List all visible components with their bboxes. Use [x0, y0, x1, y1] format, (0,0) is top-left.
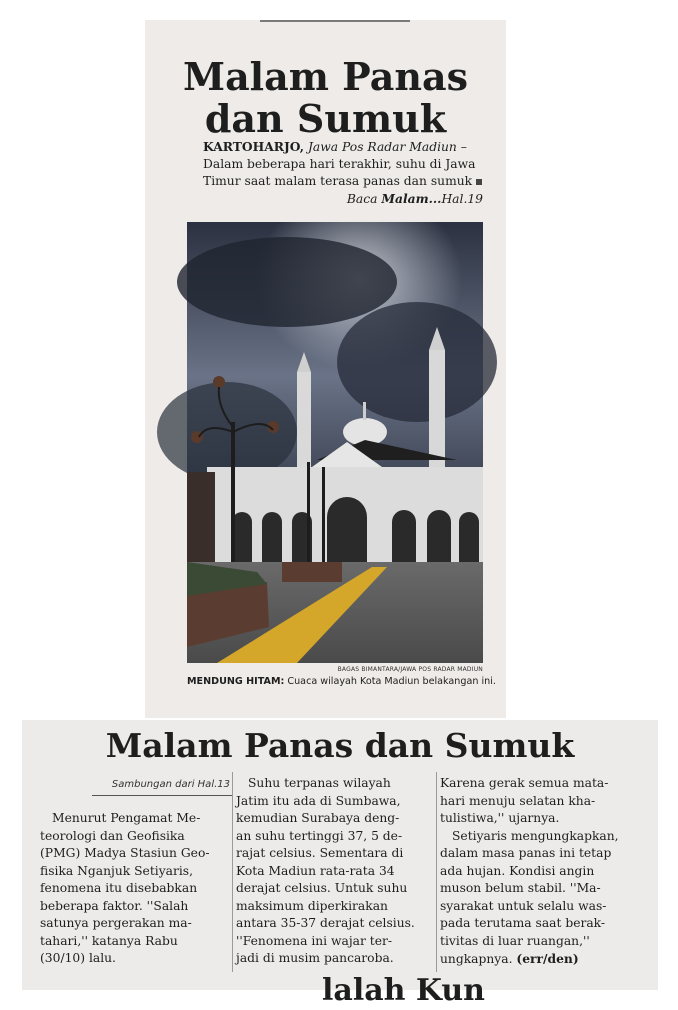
continuation-clipping — [22, 720, 658, 1008]
col3-line: Karena gerak semua mata- — [440, 776, 609, 790]
mosque-photo — [187, 222, 483, 663]
col3-line: dalam masa panas ini tetap — [440, 846, 612, 860]
lead-line-3: Timur saat malam terasa panas dan sumuk — [203, 174, 473, 188]
column-divider-1 — [232, 772, 233, 972]
continued-from-rule — [92, 795, 232, 796]
col3-line: hari menuju selatan kha- — [440, 793, 596, 808]
article-column-2 — [236, 775, 441, 968]
col1-line: fenomena itu disebabkan — [40, 881, 198, 895]
col3-line: ada hujan. Kondisi angin — [440, 863, 595, 878]
photo-credit: BAGAS BIMANTARA/JAWA POS RADAR MADIUN — [337, 666, 483, 673]
caption-text: Cuaca wilayah Kota Madiun belakangan ini. — [287, 676, 496, 687]
col2-line: derajat celsius. Untuk suhu — [236, 881, 408, 895]
continuation-headline: Malam Panas dan Sumuk — [105, 726, 575, 765]
front-page-clipping — [145, 20, 506, 718]
lead-paragraph — [203, 138, 483, 208]
end-square-icon — [476, 179, 482, 185]
col1-line: Menurut Pengamat Me- — [52, 811, 201, 825]
article-column-1 — [40, 810, 245, 968]
col2-line: Kota Madiun rata-rata 34 — [236, 863, 395, 878]
mosque-photo-image — [187, 222, 483, 663]
front-headline-line2: dan Sumuk — [204, 96, 447, 141]
continuation-ref — [203, 190, 483, 208]
col1-line: teorologi dan Geofisika — [40, 828, 185, 843]
col3-line: tulistiwa,'' ujarnya. — [440, 811, 560, 825]
col1-line: (30/10) lalu. — [40, 951, 116, 965]
col2-line: an suhu tertinggi 37, 5 de- — [236, 828, 403, 843]
col3-line: pada terutama saat berak- — [440, 916, 606, 930]
byline-signoff: (err/den) — [516, 951, 579, 966]
dateline: KARTOHARJO, — [203, 139, 305, 154]
ref-prefix: Baca — [346, 192, 378, 206]
col2-line: antara 35-37 derajat celsius. — [236, 916, 415, 930]
front-headline-line1: Malam Panas — [183, 54, 468, 99]
next-article-headline-fragment: lalah Kun — [322, 973, 485, 1008]
col3-line: tivitas di luar ruangan,'' — [440, 933, 590, 948]
photo-caption — [187, 676, 496, 687]
ref-bold: Malam... — [381, 191, 442, 206]
article-column-3 — [440, 775, 650, 969]
lead-source: Jawa Pos Radar Madiun – — [308, 140, 467, 154]
caption-label: MENDUNG HITAM: — [187, 676, 285, 687]
top-rule — [260, 20, 410, 22]
lead-line-2: Dalam beberapa hari terakhir, suhu di Jawa — [203, 157, 476, 171]
col2-line: Jatim itu ada di Sumbawa, — [236, 793, 401, 808]
col3-line: ungkapnya. — [440, 952, 513, 966]
col3-line: muson belum stabil. ''Ma- — [440, 881, 601, 895]
col2-line: ''Fenomena ini wajar ter- — [236, 933, 393, 948]
front-headline — [145, 56, 506, 140]
col2-line: jadi di musim pancaroba. — [236, 951, 394, 965]
column-divider-2 — [436, 772, 437, 972]
ref-page: Hal.19 — [441, 192, 483, 206]
col1-line: satunya pergerakan ma- — [40, 916, 192, 930]
col3-line: Setiyaris mengungkapkan, — [452, 828, 619, 843]
col2-line: maksimum diperkirakan — [236, 898, 388, 913]
col3-line: syarakat untuk selalu was- — [440, 898, 607, 913]
continued-from-label: Sambungan dari Hal.13 — [111, 779, 230, 790]
col2-line: rajat celsius. Sementara di — [236, 846, 404, 860]
col2-line: Suhu terpanas wilayah — [248, 776, 391, 790]
col1-line: beberapa faktor. ''Salah — [40, 898, 189, 913]
col1-line: tahari,'' katanya Rabu — [40, 933, 178, 948]
col2-line: kemudian Surabaya deng- — [236, 811, 400, 825]
col1-line: (PMG) Madya Stasiun Geo- — [40, 846, 210, 860]
col1-line: fisika Nganjuk Setiyaris, — [40, 863, 193, 878]
